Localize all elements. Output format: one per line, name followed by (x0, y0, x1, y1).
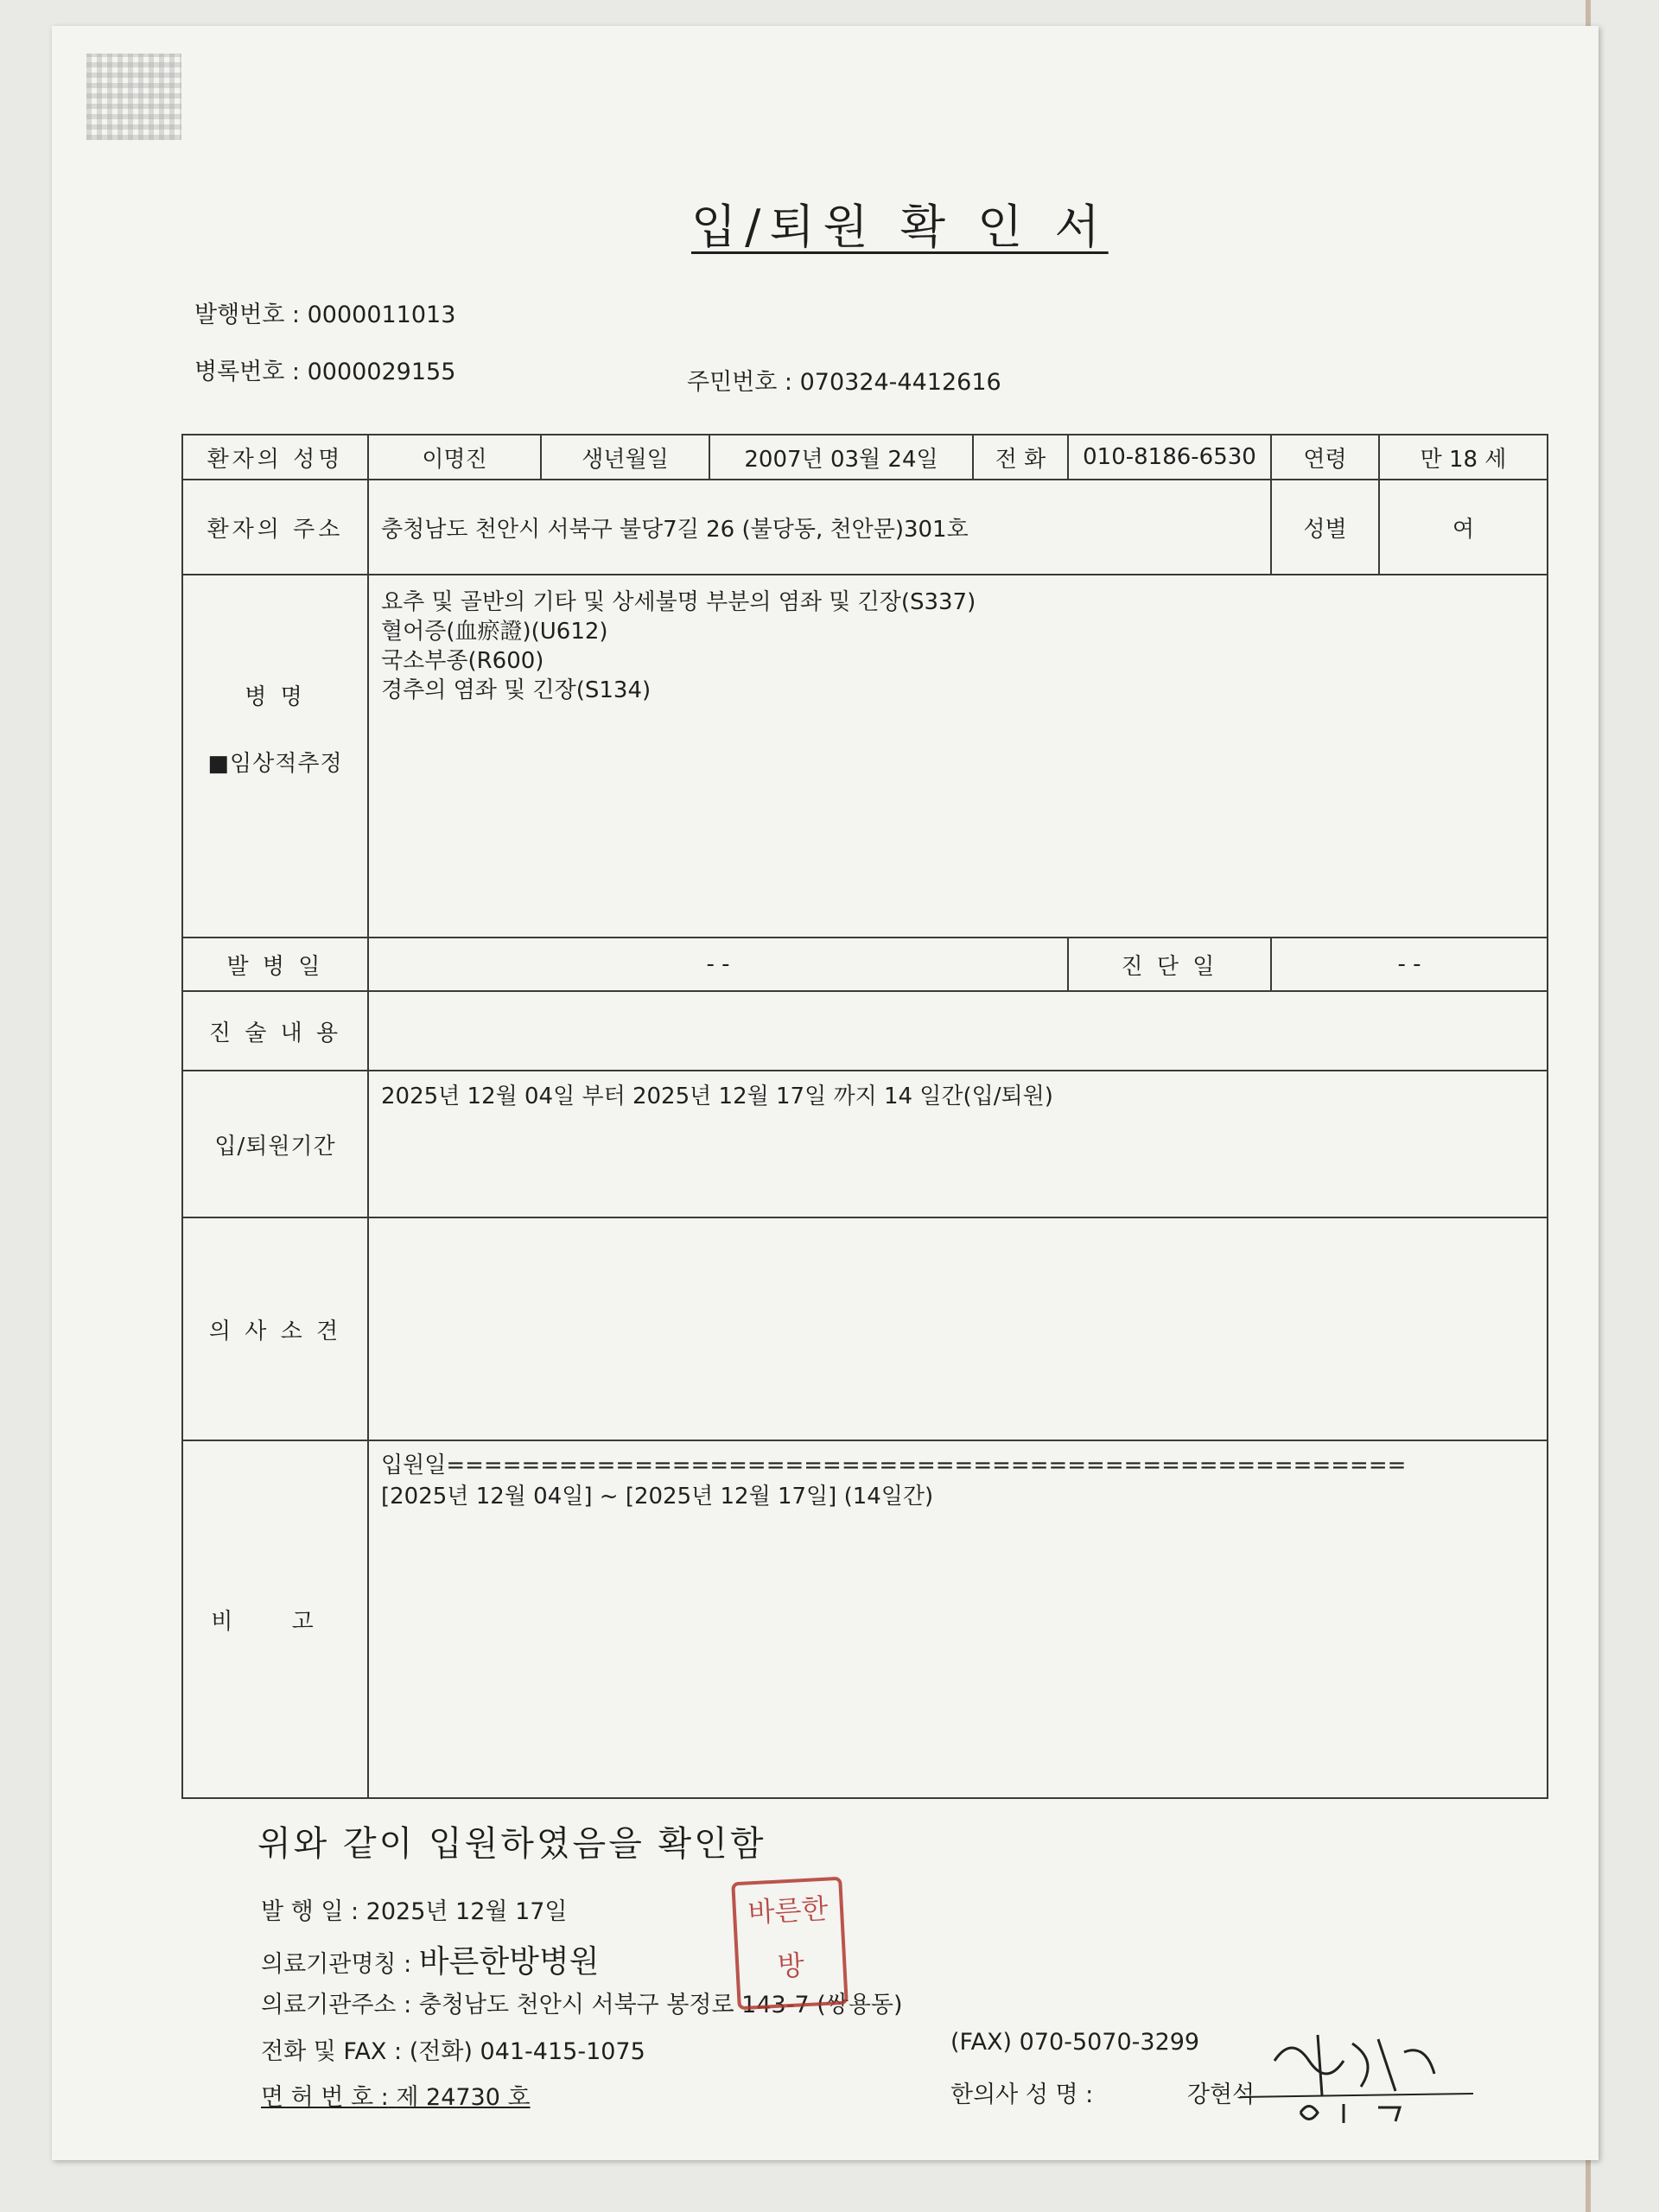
statement-row (182, 991, 1548, 1071)
diagnosis-list (368, 575, 1548, 938)
period-row (182, 1071, 1548, 1217)
age-value: 만 18 세 (1379, 435, 1548, 480)
patient-name-label: 환자의 성명 (182, 435, 368, 480)
diagnosis-item: 혈어증(血瘀證)(U612) (381, 619, 608, 645)
period-label: 입/퇴원기간 (182, 1071, 368, 1217)
statement-value (368, 991, 1548, 1071)
phone-label: 전 화 (973, 435, 1068, 480)
license-line: 면 허 번 호 : 제 24730 호 (261, 2084, 531, 2111)
diagnosis-item: 국소부종(R600) (381, 648, 544, 674)
age-label: 연령 (1271, 435, 1379, 480)
period-value: 2025년 12월 04일 부터 2025년 12월 17일 까지 14 일간(입/퇴원) (368, 1071, 1548, 1217)
diagnosis-item: 경추의 염좌 및 긴장(S134) (381, 677, 652, 703)
patient-address: 충청남도 천안시 서북구 불당7길 26 (불당동, 천안문)301호 (368, 480, 1271, 575)
institution-line: 의료기관명칭 : 바른한방병원 (261, 1944, 600, 1980)
sex-value: 여 (1379, 480, 1548, 575)
statement-label: 진 술 내 용 (182, 991, 368, 1071)
doctor-name: 강현석 (1186, 2082, 1255, 2108)
patient-name: 이명진 (368, 435, 541, 480)
opinion-value (368, 1217, 1548, 1440)
qr-code-icon (86, 54, 181, 140)
remarks-line: 입원일=================================================== (381, 1452, 1407, 1478)
opinion-label: 의 사 소 견 (182, 1217, 368, 1440)
institution-address: 충청남도 천안시 서북구 봉정로 143-7 (쌍용동) (418, 1992, 903, 2018)
address-row (182, 480, 1548, 575)
remarks-label: 비 고 (182, 1440, 368, 1798)
remarks-line: [2025년 12월 04일] ~ [2025년 12월 17일] (14일간) (381, 1484, 934, 1510)
document-sheet (52, 26, 1599, 2160)
diagnosis-label-cell (182, 575, 368, 938)
document-title: 입/퇴원 확 인 서 (691, 200, 1109, 254)
institution-address-line: 의료기관주소 : 충청남도 천안시 서북구 봉정로 143-7 (쌍용동) (261, 1992, 903, 2018)
license-number: 제 24730 호 (396, 2084, 531, 2111)
patient-row (182, 435, 1548, 480)
diagnosis-item: 요추 및 골반의 기타 및 상세불명 부분의 염좌 및 긴장(S337) (381, 589, 976, 615)
diagnosis-row (182, 575, 1548, 938)
onset-label: 발 병 일 (182, 938, 368, 991)
institution-name: 바른한방병원 (418, 1944, 600, 1980)
diag-date-label: 진 단 일 (1068, 938, 1271, 991)
fax-number: (FAX) 070-5070-3299 (950, 2029, 1200, 2056)
address-label: 환자의 주소 (182, 480, 368, 575)
opinion-row (182, 1217, 1548, 1440)
remarks-content (368, 1440, 1548, 1798)
tel-number: (전화) 041-415-1075 (409, 2038, 645, 2065)
sex-label: 성별 (1271, 480, 1379, 575)
admission-form-table (181, 434, 1548, 1799)
confirmation-statement: 위와 같이 입원하였음을 확인함 (257, 1824, 766, 1864)
resident-number: 주민번호 : 070324-4412616 (687, 369, 1001, 396)
doctor-signature (1240, 2018, 1499, 2130)
remarks-row (182, 1440, 1548, 1798)
clinical-estimate-label: ■임상적추정 (207, 751, 343, 777)
tel-line: 전화 및 FAX : (전화) 041-415-1075 (261, 2038, 645, 2065)
phone-number: 010-8186-6530 (1068, 435, 1271, 480)
record-number: 병록번호 : 0000029155 (194, 359, 456, 385)
issue-date: 발 행 일 : 2025년 12월 17일 (261, 1898, 568, 1925)
diagnosis-label: 병 명 (245, 684, 306, 710)
onset-row (182, 938, 1548, 991)
diag-date-value: - - (1271, 938, 1548, 991)
issue-number: 발행번호 : 0000011013 (194, 302, 456, 328)
doctor-line: 한의사 성 명 : 강현석 (950, 2082, 1255, 2108)
hospital-seal: 바른한방 (731, 1877, 849, 2010)
birth-date: 2007년 03월 24일 (709, 435, 973, 480)
birth-label: 생년월일 (541, 435, 709, 480)
onset-value: - - (368, 938, 1068, 991)
